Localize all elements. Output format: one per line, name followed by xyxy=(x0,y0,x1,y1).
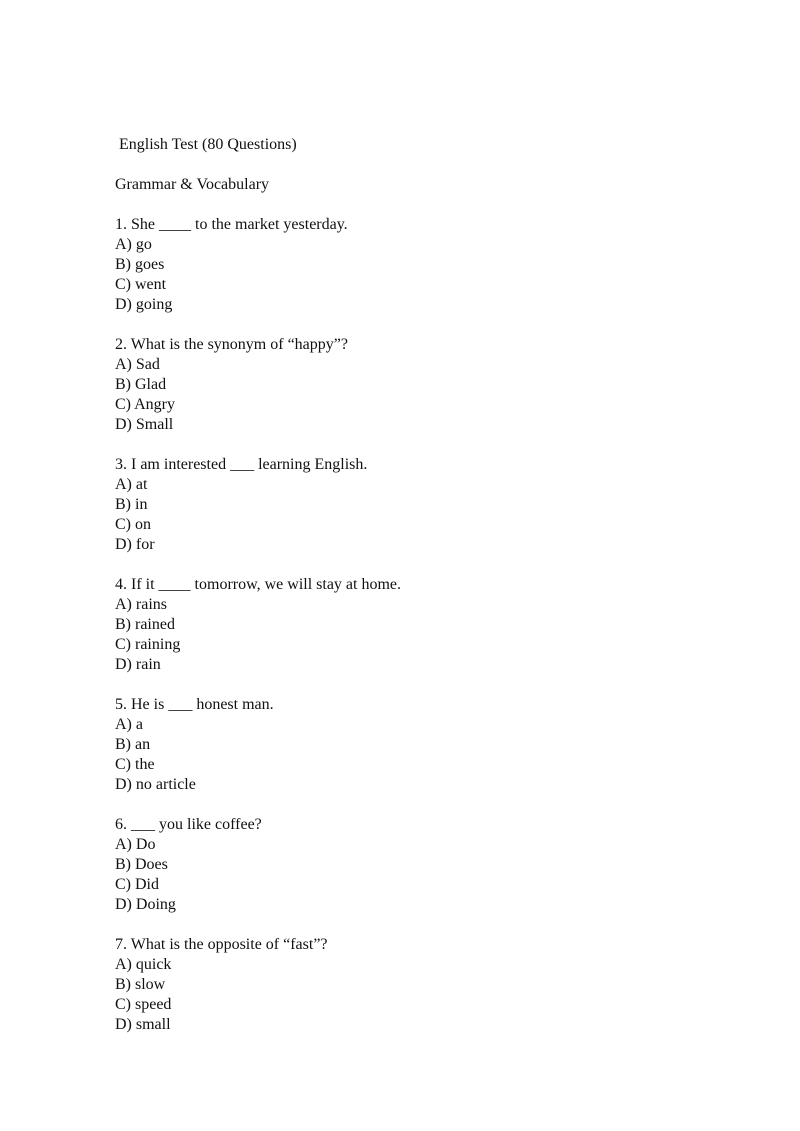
answer-option: D) Doing xyxy=(115,896,176,913)
answer-option: A) Do xyxy=(115,836,156,853)
answer-option: B) an xyxy=(115,736,151,753)
question-4 xyxy=(115,575,715,675)
question-7 xyxy=(115,935,715,1035)
answer-option: A) Sad xyxy=(115,356,160,373)
answer-option: B) rained xyxy=(115,616,175,633)
answer-option: A) a xyxy=(115,716,143,733)
answer-option: C) Did xyxy=(115,876,159,893)
answer-option: B) Glad xyxy=(115,376,167,393)
answer-option: B) Does xyxy=(115,856,168,873)
answer-option: A) rains xyxy=(115,596,167,613)
answer-option: B) goes xyxy=(115,256,165,273)
answer-option: C) on xyxy=(115,516,151,533)
answer-option: C) speed xyxy=(115,996,172,1013)
question-5 xyxy=(115,695,715,795)
answer-option: D) going xyxy=(115,296,173,313)
answer-option: C) the xyxy=(115,756,155,773)
question-list xyxy=(115,215,715,1055)
document-title: English Test (80 Questions) xyxy=(119,136,297,153)
answer-option: A) go xyxy=(115,236,152,253)
section-heading: Grammar & Vocabulary xyxy=(115,176,270,193)
answer-option: B) slow xyxy=(115,976,166,993)
answer-option: D) Small xyxy=(115,416,174,433)
question-3 xyxy=(115,455,715,555)
question-text: 1. She ____ to the market yesterday. xyxy=(115,216,348,233)
answer-option: A) quick xyxy=(115,956,172,973)
answer-option: C) went xyxy=(115,276,167,293)
answer-option: C) raining xyxy=(115,636,181,653)
question-2 xyxy=(115,335,715,435)
answer-option: D) small xyxy=(115,1016,171,1033)
answer-option: D) no article xyxy=(115,776,196,793)
answer-option: C) Angry xyxy=(115,396,175,413)
question-text: 6. ___ you like coffee? xyxy=(115,816,262,833)
question-text: 7. What is the opposite of “fast”? xyxy=(115,936,328,953)
answer-option: B) in xyxy=(115,496,148,513)
question-text: 3. I am interested ___ learning English. xyxy=(115,456,368,473)
question-text: 5. He is ___ honest man. xyxy=(115,696,274,713)
answer-option: A) at xyxy=(115,476,148,493)
question-6 xyxy=(115,815,715,915)
question-1 xyxy=(115,215,715,315)
answer-option: D) for xyxy=(115,536,155,553)
question-text: 2. What is the synonym of “happy”? xyxy=(115,336,348,353)
answer-option: D) rain xyxy=(115,656,161,673)
question-text: 4. If it ____ tomorrow, we will stay at home. xyxy=(115,576,402,593)
